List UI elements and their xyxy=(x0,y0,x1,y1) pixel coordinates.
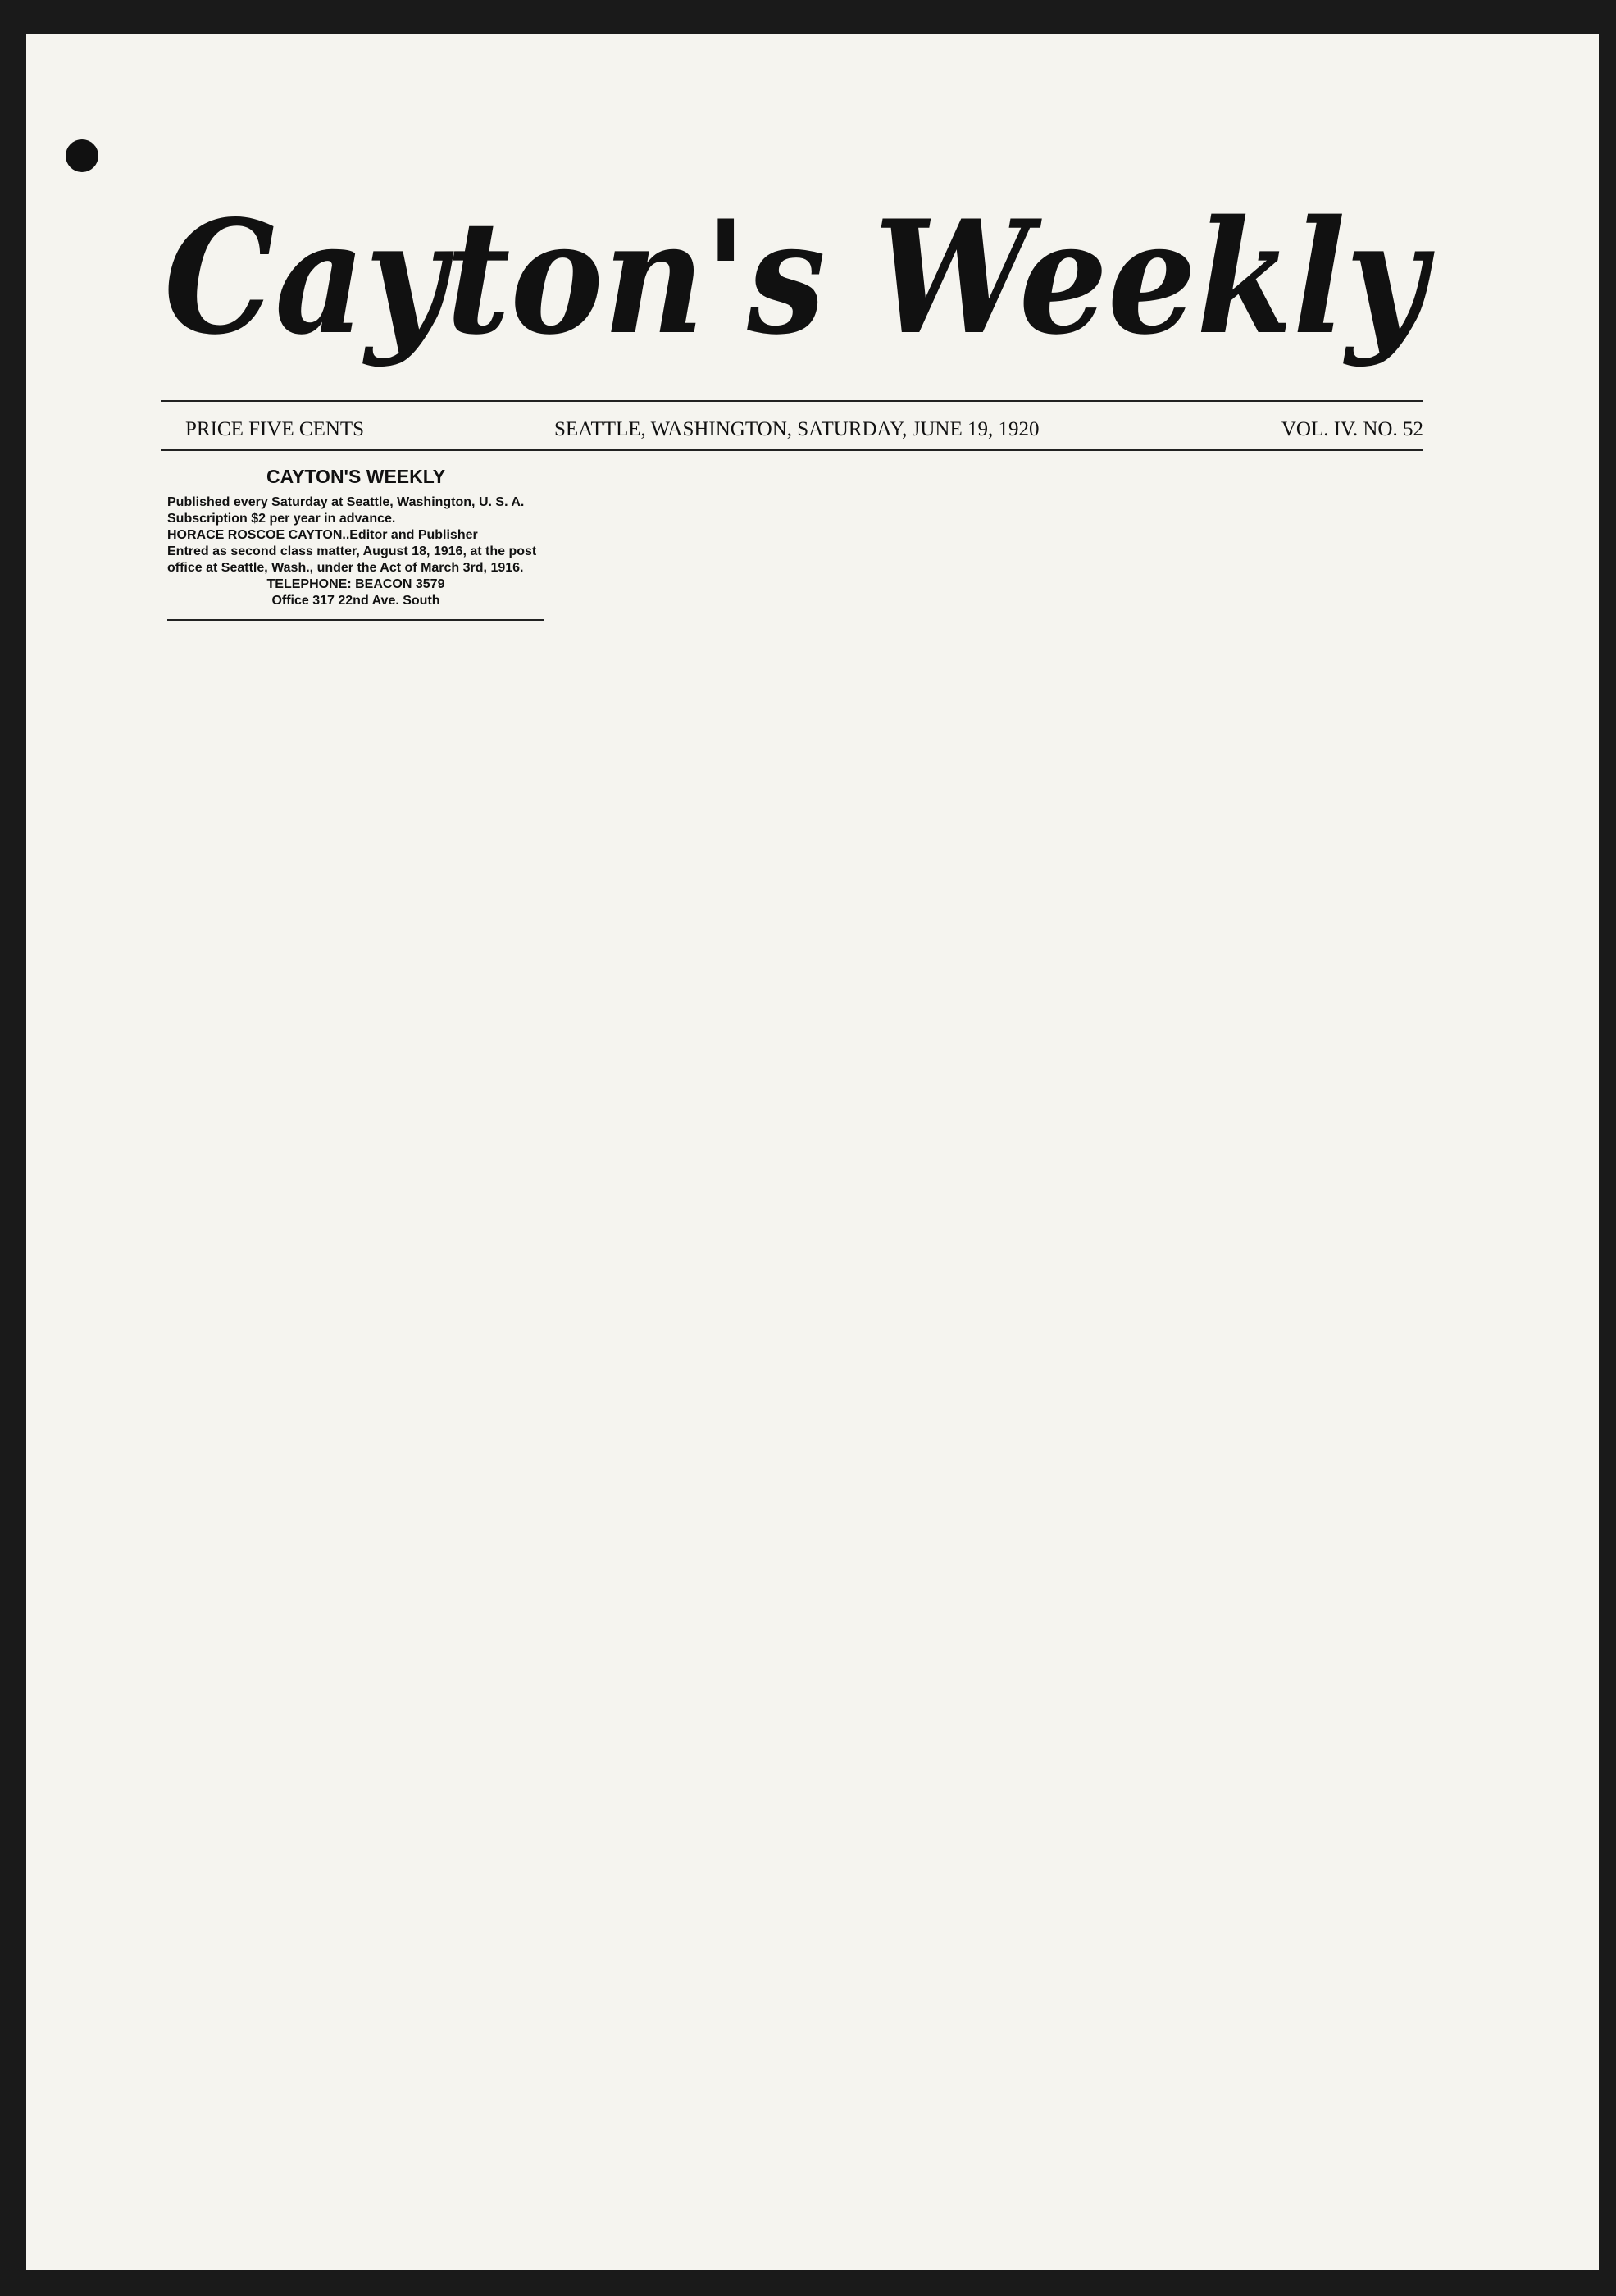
masthead-title: Cayton's Weekly xyxy=(164,186,1436,369)
notice-office: Office 317 22nd Ave. South xyxy=(271,594,440,608)
masthead-rule-bottom xyxy=(161,449,1423,451)
notice-telephone: TELEPHONE: BEACON 3579 xyxy=(266,577,445,591)
dateline xyxy=(161,418,1423,443)
binder-hole xyxy=(66,139,98,172)
masthead xyxy=(156,168,1435,373)
notice-entered: Entred as second class matter, August 18, 1916, at the post office at Seattle, Wash., under the Act of March 3rd, 1916. xyxy=(167,544,537,575)
notice-rule xyxy=(167,619,544,621)
volume-number: VOL. IV. NO. 52 xyxy=(1281,418,1423,440)
place-date: SEATTLE, WASHINGTON, SATURDAY, JUNE 19, 1920 xyxy=(554,418,1040,440)
notice-title: CAYTON'S WEEKLY xyxy=(266,466,446,487)
publication-notice xyxy=(167,466,544,621)
masthead-rule-top xyxy=(161,400,1423,402)
notice-subscription: Subscription $2 per year in advance. xyxy=(167,512,396,526)
notice-published: Published every Saturday at Seattle, Washington, U. S. A. xyxy=(167,495,525,509)
price: PRICE FIVE CENTS xyxy=(185,418,365,440)
notice-editor: HORACE ROSCOE CAYTON..Editor and Publisher xyxy=(167,528,478,542)
